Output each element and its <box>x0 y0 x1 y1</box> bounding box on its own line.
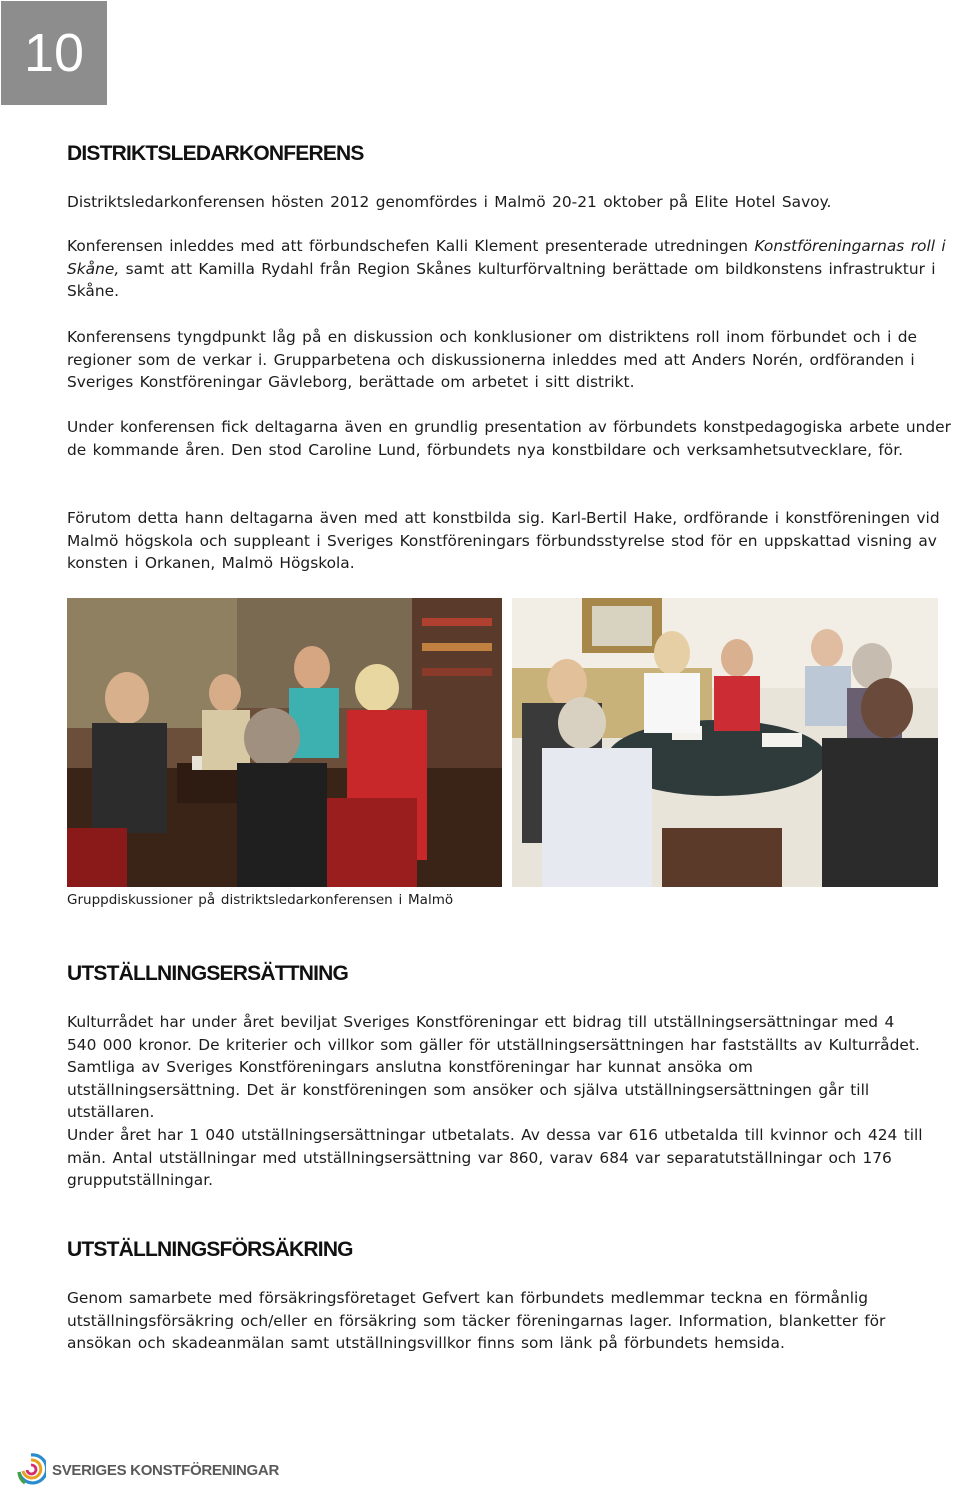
paragraph: Under året har 1 040 utställningsersättningar utbetalats. Av dessa var 616 utbetalda till kvinnor och 424 till män. Antal utställningar med utställningsersättning var 860, varav 684 var separatutställningar och 176 grupputställningar. <box>67 1126 923 1190</box>
report-title: Konstföreningarnas roll i Skåne, <box>67 237 946 278</box>
section-heading-distriktsledarkonferens: DISTRIKTSLEDARKONFERENS <box>67 142 364 165</box>
footer-logo <box>16 1452 279 1488</box>
paragraph: Genom samarbete med försäkringsföretaget Gefvert kan förbundets medlemmar teckna en förmånlig utställningsförsäkring och/eller en försäkring som täcker föreningarnas lager. Information, blanketter för ansökan och skadeanmälan samt utställningsvillkor finns som länk på förbundets hemsida. <box>67 1289 886 1353</box>
photo-group-discussion-right <box>512 598 938 887</box>
spiral-logo-icon <box>16 1452 46 1488</box>
paragraph: Distriktsledarkonferensen hösten 2012 genomfördes i Malmö 20-21 oktober på Elite Hotel Savoy. <box>67 193 832 211</box>
organization-name: SVERIGES KONSTFÖRENINGAR <box>52 1461 279 1479</box>
paragraph: Kulturrådet har under året beviljat Sveriges Konstföreningar ett bidrag till utställningsersättningar med 4 540 000 kronor. De kriterier och villkor som gäller för utställningsersättningen har fastställts av Kulturrådet. Samtliga av Sveriges Konstföreningars anslutna konstföreningar har kunnat ansöka om utställningsersättning. Det är konstföreningen som ansöker och själva utställningsersättningen går till utställaren. <box>67 1013 920 1122</box>
paragraph: Förutom detta hann deltagarna även med att konstbilda sig. Karl-Bertil Hake, ordförande i konstföreningen vid Malmö högskola och suppleant i Sveriges Konstföreningars förbundsstyrelse stod för en uppskattad visning av konsten i Orkanen, Malmö Högskola. <box>67 509 940 573</box>
photo-left-illustration <box>67 598 502 887</box>
paragraph: Under konferensen fick deltagarna även en grundlig presentation av förbundets konstpedagogiska arbete under de kommande åren. Den stod Caroline Lund, förbundets nya konstbildare och verksamhetsutvecklare, för. <box>67 418 951 459</box>
paragraph-text: Konferensen inleddes med att förbundschefen Kalli Klement presenterade utredningen <box>67 237 755 255</box>
paragraph <box>67 235 957 303</box>
paragraph: Konferensens tyngdpunkt låg på en diskussion och konklusioner om distriktens roll inom förbundet och i de regioner som de verkar i. Grupparbetena och diskussionerna inleddes med att Anders Norén, ordföranden i Sveriges Konstföreningar Gävleborg, berättade om arbetet i sitt distrikt. <box>67 328 917 392</box>
paragraph-text: samt att Kamilla Rydahl från Region Skånes kulturförvaltning berättade om bildkonstens infrastruktur i Skåne. <box>67 259 936 301</box>
photo-group-discussion-left <box>67 598 502 887</box>
section-heading-utstallningsforsakring: UTSTÄLLNINGSFÖRSÄKRING <box>67 1238 353 1261</box>
photo-caption: Gruppdiskussioner på distriktsledarkonferensen i Malmö <box>67 892 454 908</box>
section-heading-utstallningsersattning: UTSTÄLLNINGSERSÄTTNING <box>67 962 349 985</box>
photo-right-illustration <box>512 598 938 887</box>
page-number: 10 <box>1 1 107 105</box>
